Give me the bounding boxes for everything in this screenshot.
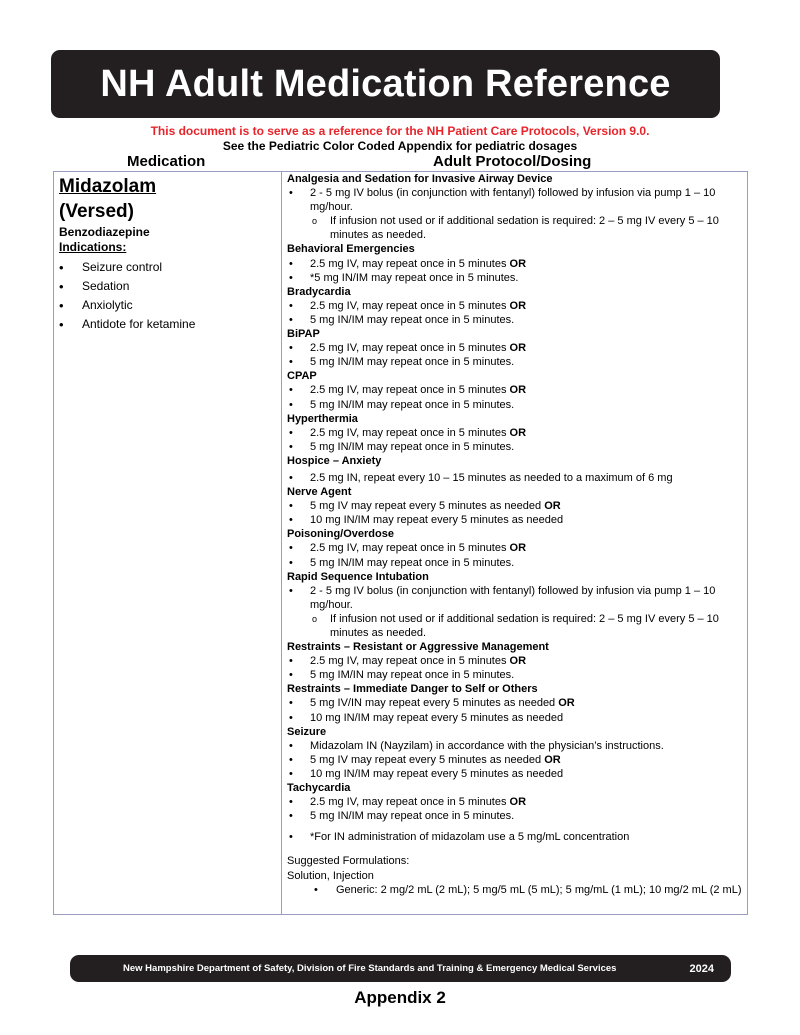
column-divider xyxy=(281,171,282,915)
pediatric-notice: See the Pediatric Color Coded Appendix for pediatric dosages xyxy=(222,139,578,153)
appendix-label: Appendix 2 xyxy=(354,988,446,1007)
protocol-heading: Restraints – Resistant or Aggressive Management xyxy=(287,641,549,654)
column-header-dosing: Adult Protocol/Dosing xyxy=(433,153,592,170)
formulations-generic: • Generic: 2 mg/2 mL (2 mL); 5 mg/5 mL (5 mL); 5 mg/mL (1 mL); 10 mg/2 mL (2 mL) xyxy=(287,883,742,897)
dose-item: • 5 mg IV may repeat every 5 minutes as needed OR xyxy=(287,753,742,767)
dose-item: • 2.5 mg IV, may repeat once in 5 minutes OR xyxy=(287,341,742,355)
dose-item: • 10 mg IN/IM may repeat every 5 minutes as needed xyxy=(287,711,742,725)
protocol-heading: Tachycardia xyxy=(287,782,351,795)
protocol-heading: Seizure xyxy=(287,725,327,738)
page-title: NH Adult Medication Reference xyxy=(100,62,671,105)
dose-item: • 2.5 mg IN, repeat every 10 – 15 minutes as needed to a maximum of 6 mg xyxy=(287,471,742,485)
indications-list xyxy=(59,258,274,334)
protocol-heading: BiPAP xyxy=(287,328,320,341)
dose-item: • 5 mg IN/IM may repeat once in 5 minutes. xyxy=(287,398,742,412)
column-header-medication: Medication xyxy=(127,153,206,170)
protocol-heading: Behavioral Emergencies xyxy=(287,243,415,256)
dose-item: • 10 mg IN/IM may repeat every 5 minutes as needed xyxy=(287,767,742,781)
dose-item: • 2 - 5 mg IV bolus (in conjunction with fentanyl) followed by infusion via pump 1 – 10 mg/hour. xyxy=(287,186,742,214)
indication-item: • Sedation xyxy=(59,277,274,296)
dosing-cell xyxy=(287,172,742,897)
formulations-label: Suggested Formulations: xyxy=(287,855,410,868)
dose-item: • 2.5 mg IV, may repeat once in 5 minutes OR xyxy=(287,383,742,397)
title-banner xyxy=(51,50,720,118)
dose-item: • 5 mg IN/IM may repeat once in 5 minutes. xyxy=(287,556,742,570)
protocol-heading: Nerve Agent xyxy=(287,486,352,499)
drug-brand-name: (Versed) xyxy=(59,201,134,222)
protocol-heading: Restraints – Immediate Danger to Self or Others xyxy=(287,683,538,696)
protocol-heading: Hyperthermia xyxy=(287,412,358,425)
protocol-heading: Hospice – Anxiety xyxy=(287,454,382,467)
dose-item: • 2.5 mg IV, may repeat once in 5 minutes OR xyxy=(287,257,742,271)
footer-bar xyxy=(70,955,731,982)
dose-item: • 2 - 5 mg IV bolus (in conjunction with fentanyl) followed by infusion via pump 1 – 10 mg/hour. xyxy=(287,584,742,612)
medication-cell xyxy=(59,175,274,334)
footer-year: 2024 xyxy=(689,962,714,975)
dose-item: • 5 mg IN/IM may repeat once in 5 minutes. xyxy=(287,809,742,823)
dose-subitem: o If infusion not used or if additional sedation is required: 2 – 5 mg IV every 5 – 10 minutes as needed. xyxy=(287,214,742,242)
dose-item: • 2.5 mg IV, may repeat once in 5 minutes OR xyxy=(287,299,742,313)
protocol-heading: Poisoning/Overdose xyxy=(287,528,394,541)
footer-organization: New Hampshire Department of Safety, Division of Fire Standards and Training & Emergency Medical Services xyxy=(123,963,617,974)
drug-name: Midazolam xyxy=(59,176,157,197)
drug-class: Benzodiazepine xyxy=(59,225,150,239)
dose-item: • 5 mg IN/IM may repeat once in 5 minutes. xyxy=(287,313,742,327)
dose-item: • 2.5 mg IV, may repeat once in 5 minutes OR xyxy=(287,426,742,440)
dose-item: • Midazolam IN (Nayzilam) in accordance with the physician’s instructions. xyxy=(287,739,742,753)
dose-subitem: o If infusion not used or if additional sedation is required: 2 – 5 mg IV every 5 – 10 minutes as needed. xyxy=(287,612,742,640)
dose-item: • 2.5 mg IV, may repeat once in 5 minutes OR xyxy=(287,795,742,809)
indication-item: • Anxiolytic xyxy=(59,296,274,315)
reference-notice: This document is to serve as a reference for the NH Patient Care Protocols, Version 9.0. xyxy=(150,124,650,138)
dose-item: • 5 mg IM/IN may repeat once in 5 minutes. xyxy=(287,668,742,682)
dose-item: • 5 mg IN/IM may repeat once in 5 minutes. xyxy=(287,355,742,369)
dose-item: • 5 mg IN/IM may repeat once in 5 minutes. xyxy=(287,440,742,454)
dose-item: • 2.5 mg IV, may repeat once in 5 minutes OR xyxy=(287,541,742,555)
protocol-heading: Bradycardia xyxy=(287,285,351,298)
indications-label: Indications: xyxy=(59,240,127,254)
protocol-heading: CPAP xyxy=(287,370,317,383)
dose-item: • *5 mg IN/IM may repeat once in 5 minutes. xyxy=(287,271,742,285)
dose-item: • 10 mg IN/IM may repeat every 5 minutes as needed xyxy=(287,513,742,527)
dose-item: • 5 mg IV/IN may repeat every 5 minutes as needed OR xyxy=(287,696,742,710)
formulations-type: Solution, Injection xyxy=(287,869,374,882)
in-concentration-note: • *For IN administration of midazolam use a 5 mg/mL concentration xyxy=(287,830,742,844)
protocol-heading: Analgesia and Sedation for Invasive Airway Device xyxy=(287,173,553,185)
indication-item: • Seizure control xyxy=(59,258,274,277)
dose-item: • 2.5 mg IV, may repeat once in 5 minutes OR xyxy=(287,654,742,668)
protocol-heading: Rapid Sequence Intubation xyxy=(287,570,429,583)
dose-item: • 5 mg IV may repeat every 5 minutes as needed OR xyxy=(287,499,742,513)
indication-item: • Antidote for ketamine xyxy=(59,315,274,334)
